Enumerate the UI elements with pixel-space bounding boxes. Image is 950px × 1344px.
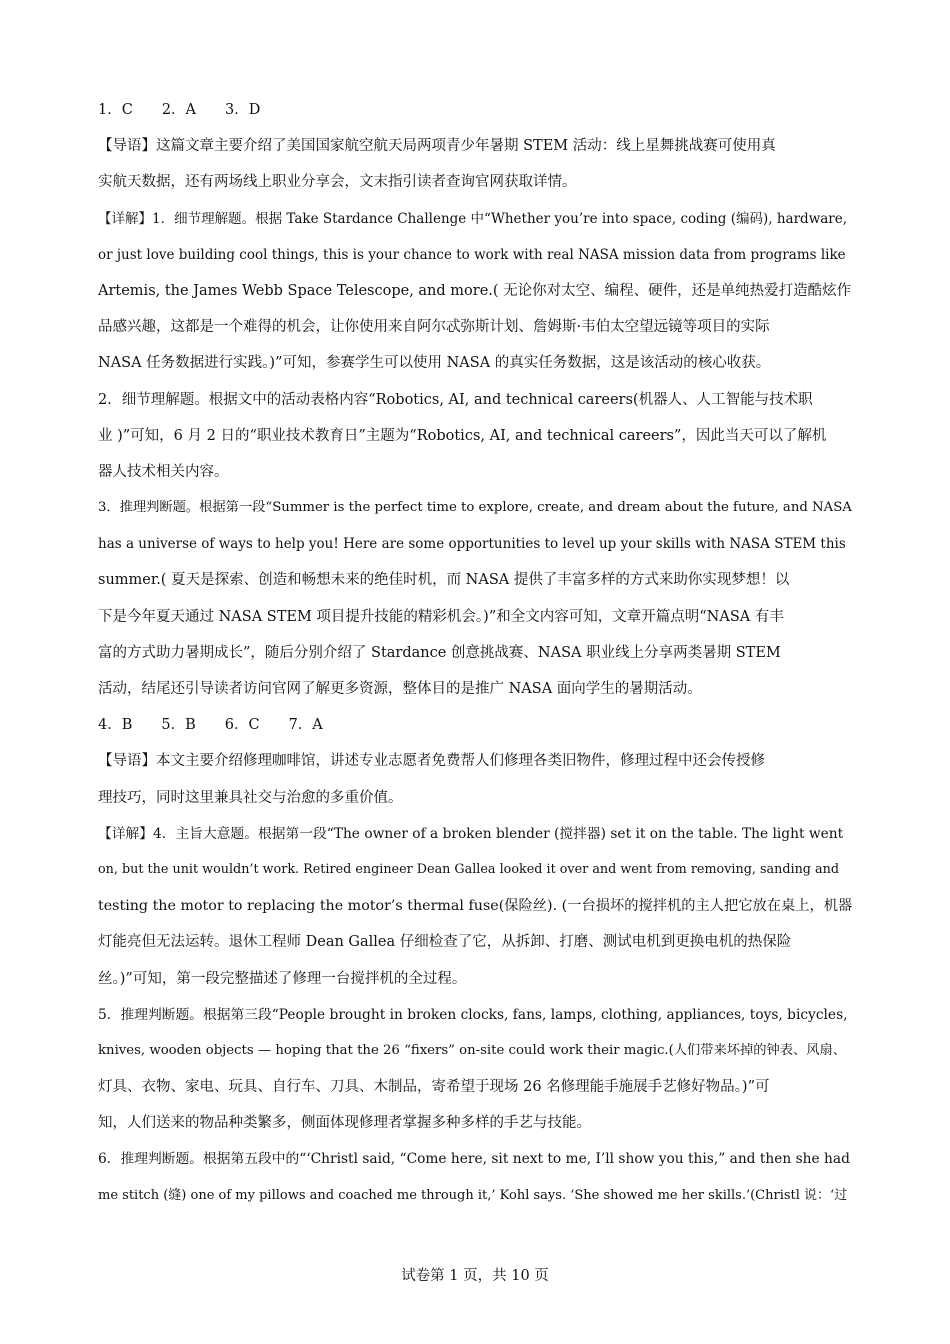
text-line: 5．推理判断题。根据第三段“People brought in broken clocks, fans, lamps, clothing, appliances, toys, bicycles, <box>98 1006 848 1023</box>
text-line: 6．推理判断题。根据第五段中的“‘Christl said, “Come here, sit next to me, I’ll show you this,” and then she had <box>98 1151 850 1168</box>
text-line: 丝。)”可知，第一段完整描述了修理一台搅拌机的全过程。 <box>98 970 467 987</box>
text-line: 3．推理判断题。根据第一段“Summer is the perfect time to explore, create, and dream about the future, and NASA <box>98 500 852 516</box>
text-line: 业 )”可知，6 月 2 日的“职业技术教育日”主题为“Robotics, AI, and technical careers”，因此当天可以了解机 <box>98 427 827 444</box>
text-line: testing the motor to replacing the motor’s thermal fuse(保险丝). (一台损坏的搅拌机的主人把它放在桌上，机器 <box>98 898 852 915</box>
text-line: 实航天数据，还有两场线上职业分享会，文末指引读者查询官网获取详情。 <box>98 174 577 191</box>
text-line: 1．C 2．A 3．D <box>98 102 261 118</box>
text-line: 富的方式助力暑期成长”，随后分别介绍了 Stardance 创意挑战赛、NASA 职业线上分享两类暑期 STEM <box>98 644 781 661</box>
page-footer: 试卷第 1 页，共 10 页 <box>401 1268 549 1284</box>
text-line: 2．细节理解题。根据文中的活动表格内容“Robotics, AI, and technical careers(机器人、人工智能与技术职 <box>98 391 813 408</box>
text-line: 灯能亮但无法运转。退休工程师 Dean Gallea 仔细检查了它，从拆卸、打磨、测试电机到更换电机的热保险 <box>98 934 792 951</box>
text-line: knives, wooden objects — hoping that the 26 “fixers” on-site could work their magic.(人们带来坏掉的钟表、风扇、 <box>98 1042 846 1058</box>
text-line: 灯具、衣物、家电、玩具、自行车、刀具、木制品，寄希望于现场 26 名修理能手施展手艺修好物品。)”可 <box>98 1079 770 1096</box>
text-line: has a universe of ways to help you! Here are some opportunities to level up your skills with NASA STEM this <box>98 536 846 553</box>
text-line: 下是今年夏天通过 NASA STEM 项目提升技能的精彩机会。)”和全文内容可知，文章开篇点明“NASA 有丰 <box>98 608 784 625</box>
text-line: 4．B 5．B 6．C 7．A <box>98 717 323 734</box>
text-line: 品感兴趣，这都是一个难得的机会，让你使用来自阿尔忒弥斯计划、詹姆斯·韦伯太空望远镜等项目的实际 <box>98 319 770 336</box>
text-line: 【导语】本文主要介绍修理咖啡馆，讲述专业志愿者免费帮人们修理各类旧物件，修理过程中还会传授修 <box>98 753 765 770</box>
text-line: 【详解】4．主旨大意题。根据第一段“The owner of a broken blender (搅拌器) set it on the table. The light went <box>98 825 844 842</box>
text-line: summer.( 夏天是探索、创造和畅想未来的绝佳时机，而 NASA 提供了丰富多样的方式来助你实现梦想！以 <box>98 572 790 589</box>
text-line: Artemis, the James Webb Space Telescope, and more.( 无论你对太空、编程、硬件，还是单纯热爱打造酷炫作 <box>98 282 852 299</box>
text-line: NASA 任务数据进行实践。)”可知，参赛学生可以使用 NASA 的真实任务数据，这是该活动的核心收获。 <box>98 355 771 372</box>
text-line: on, but the unit wouldn’t work. Retired engineer Dean Gallea looked it over and went from removing, sanding and <box>98 861 839 877</box>
text-line: 知，人们送来的物品种类繁多，侧面体现修理者掌握多种多样的手艺与技能。 <box>98 1115 591 1132</box>
text-line: 【导语】这篇文章主要介绍了美国国家航空航天局两项青少年暑期 STEM 活动：线上星舞挑战赛可使用真 <box>98 138 776 155</box>
text-line: me stitch (缝) one of my pillows and coached me through it,’ Kohl says. ‘She showed me her skills.’(Christl 说：‘过 <box>98 1187 848 1203</box>
text-line: 器人技术相关内容。 <box>98 463 229 480</box>
text-line: or just love building cool things, this is your chance to work with real NASA mission data from programs like <box>98 246 846 263</box>
text-line: 理技巧，同时这里兼具社交与治愈的多重价值。 <box>98 789 403 806</box>
document-body <box>98 92 852 1214</box>
text-line: 活动，结尾还引导读者访问官网了解更多资源，整体目的是推广 NASA 面向学生的暑期活动。 <box>98 681 702 697</box>
text-line: 【详解】1．细节理解题。根据 Take Stardance Challenge 中“Whether you’re into space, coding (编码), hardware, <box>98 210 848 227</box>
